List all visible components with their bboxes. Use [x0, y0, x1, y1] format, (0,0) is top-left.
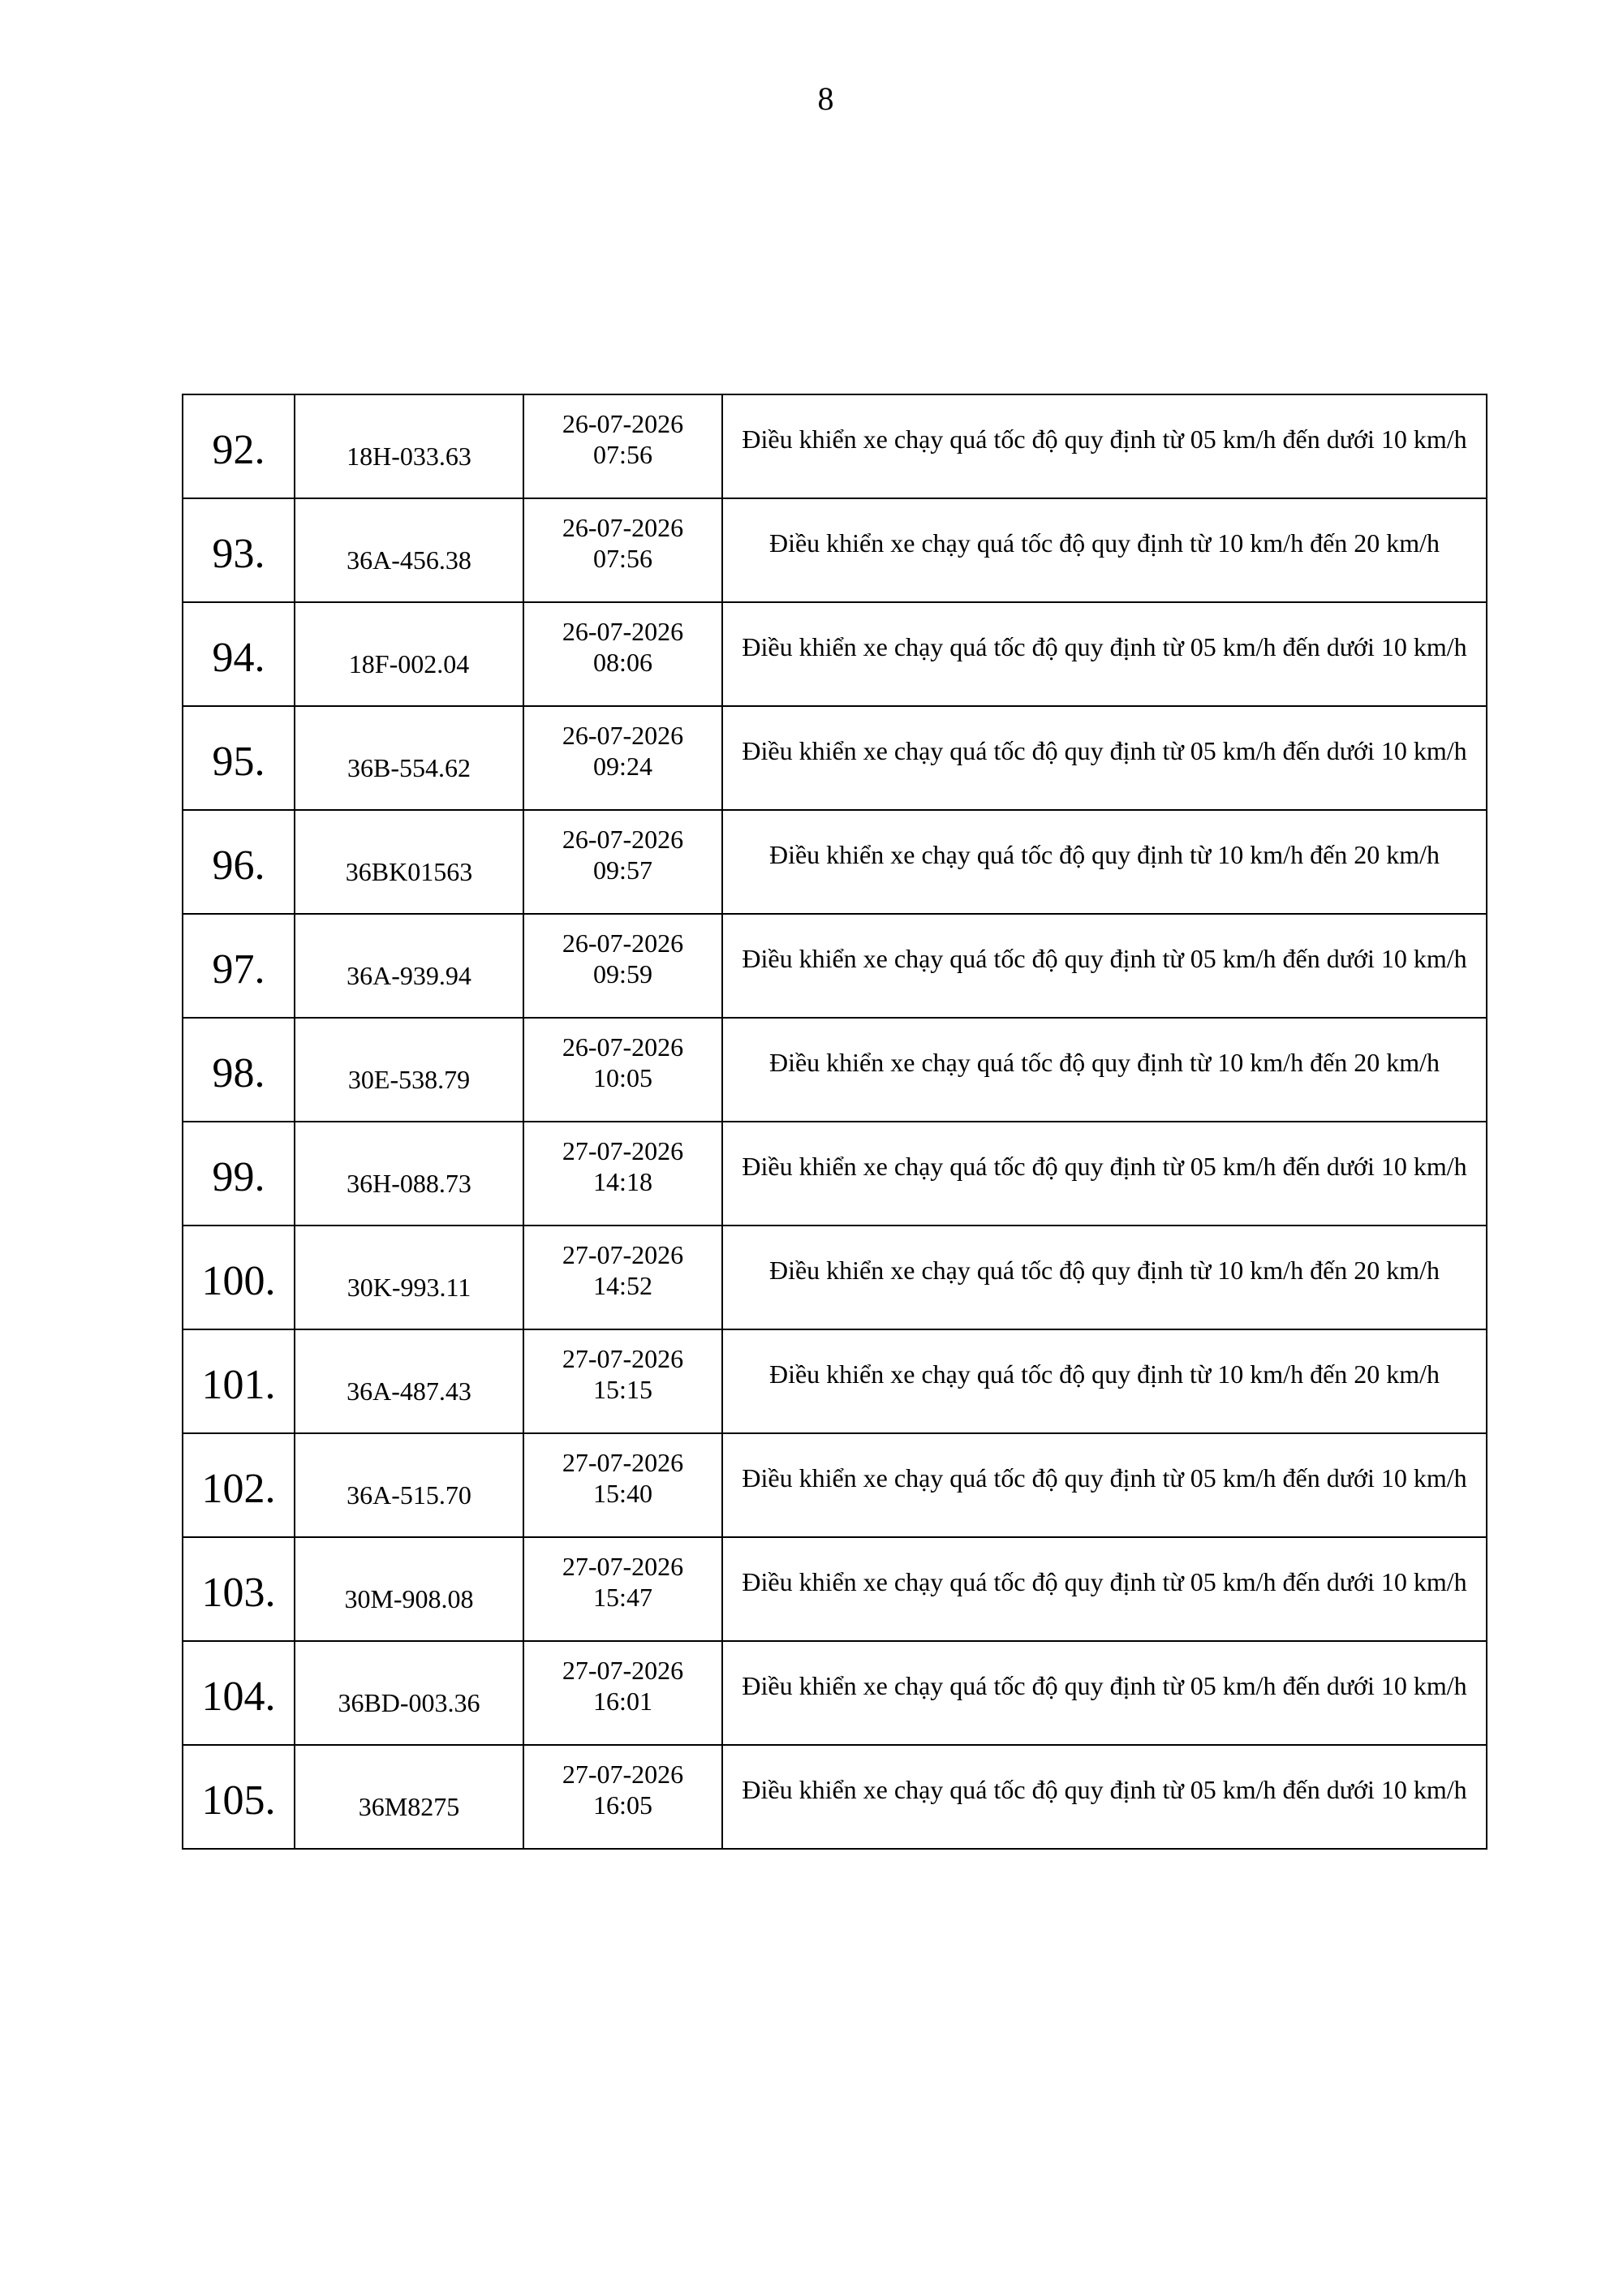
violation-time: 09:24: [593, 752, 652, 781]
violation-description-cell: [722, 706, 1487, 810]
violation-datetime-wrap: [562, 824, 683, 900]
row-index: 103.: [201, 1569, 276, 1616]
violation-date: 27-07-2026: [562, 1760, 684, 1789]
violation-time: 09:59: [593, 959, 652, 989]
violation-description-cell: [722, 394, 1487, 498]
table-row: [183, 706, 1487, 810]
violations-table-body: [183, 394, 1487, 1849]
violation-datetime-cell: [523, 1226, 722, 1329]
violation-description-cell: [722, 602, 1487, 706]
violation-date: 26-07-2026: [562, 1032, 684, 1062]
table-row: [183, 1641, 1487, 1745]
violation-datetime-cell: [523, 602, 722, 706]
violation-description-cell: [722, 498, 1487, 602]
row-index-cell: [183, 1226, 295, 1329]
row-index-cell: [183, 1018, 295, 1122]
row-index-wrap: [183, 627, 294, 682]
violation-description-wrap: [725, 735, 1483, 781]
violation-date: 27-07-2026: [562, 1136, 684, 1165]
violation-description-wrap: [725, 1670, 1483, 1716]
row-index-cell: [183, 1537, 295, 1641]
row-index: 99.: [212, 1153, 265, 1200]
violation-description-wrap: [725, 1774, 1483, 1820]
row-index-cell: [183, 394, 295, 498]
violation-description: Điều khiển xe chạy quá tốc độ quy định từ 05 km/h đến dưới 10 km/h: [742, 1152, 1467, 1181]
violation-description-wrap: [753, 1047, 1456, 1092]
violation-datetime-cell: [523, 914, 722, 1018]
license-plate-wrap: [348, 1045, 470, 1095]
table-row: [183, 498, 1487, 602]
license-plate-cell: [295, 1122, 523, 1226]
row-index-cell: [183, 602, 295, 706]
license-plate: 36BD-003.36: [338, 1687, 480, 1717]
violation-description-cell: [722, 1018, 1487, 1122]
license-plate-wrap: [347, 941, 471, 991]
violation-description-cell: [722, 1641, 1487, 1745]
violation-description-cell: [722, 1745, 1487, 1849]
violation-datetime-cell: [523, 810, 722, 914]
violation-time: 15:40: [593, 1479, 652, 1508]
row-index-wrap: [183, 1355, 294, 1409]
violation-time: 07:56: [593, 544, 652, 573]
license-plate: 36A-939.94: [347, 960, 471, 990]
violation-description: Điều khiển xe chạy quá tốc độ quy định từ 10 km/h đến 20 km/h: [768, 1048, 1440, 1077]
violation-description: Điều khiển xe chạy quá tốc độ quy định từ 05 km/h đến dưới 10 km/h: [742, 632, 1467, 661]
violation-description: Điều khiển xe chạy quá tốc độ quy định từ 05 km/h đến dưới 10 km/h: [742, 1463, 1467, 1493]
violation-time: 15:47: [593, 1583, 652, 1612]
license-plate-cell: [295, 1329, 523, 1433]
violation-datetime-cell: [523, 1537, 722, 1641]
row-index: 98.: [212, 1049, 265, 1096]
row-index-wrap: [183, 1458, 294, 1513]
violation-datetime-wrap: [562, 1551, 683, 1627]
violation-date: 27-07-2026: [562, 1240, 684, 1269]
row-index: 96.: [212, 842, 265, 889]
license-plate-wrap: [346, 838, 472, 887]
violation-description-wrap: [753, 839, 1456, 885]
violation-datetime-cell: [523, 1018, 722, 1122]
violation-description-wrap: [725, 631, 1483, 677]
violation-description-cell: [722, 1329, 1487, 1433]
license-plate: 18H-033.63: [347, 441, 471, 471]
violation-description: Điều khiển xe chạy quá tốc độ quy định từ 05 km/h đến dưới 10 km/h: [742, 1671, 1467, 1700]
row-index: 95.: [212, 738, 265, 785]
license-plate-cell: [295, 914, 523, 1018]
row-index-cell: [183, 1122, 295, 1226]
violation-time: 16:05: [593, 1790, 652, 1820]
violation-datetime-cell: [523, 394, 722, 498]
license-plate-cell: [295, 1641, 523, 1745]
license-plate: 36B-554.62: [347, 752, 471, 782]
table-row: [183, 1226, 1487, 1329]
row-index-wrap: [183, 1251, 294, 1305]
violation-datetime-wrap: [562, 408, 683, 485]
violation-datetime-wrap: [562, 1032, 683, 1108]
violation-time: 07:56: [593, 440, 652, 469]
row-index-wrap: [183, 1562, 294, 1617]
license-plate: 30M-908.08: [344, 1583, 474, 1613]
table-row: [183, 1745, 1487, 1849]
row-index-wrap: [183, 731, 294, 786]
row-index: 97.: [212, 946, 265, 993]
license-plate-wrap: [338, 1669, 480, 1718]
license-plate-wrap: [347, 1357, 471, 1406]
violation-datetime-cell: [523, 498, 722, 602]
row-index-cell: [183, 498, 295, 602]
license-plate-cell: [295, 810, 523, 914]
license-plate-wrap: [349, 630, 469, 679]
license-plate-cell: [295, 1745, 523, 1849]
violation-description-wrap: [725, 1151, 1483, 1196]
row-index-wrap: [183, 939, 294, 993]
violation-description: Điều khiển xe chạy quá tốc độ quy định từ 05 km/h đến dưới 10 km/h: [742, 1567, 1467, 1596]
violation-description-wrap: [753, 1359, 1456, 1404]
violation-time: 15:15: [593, 1375, 652, 1404]
row-index: 94.: [212, 634, 265, 681]
license-plate: 30E-538.79: [347, 1064, 471, 1094]
table-row: [183, 810, 1487, 914]
violation-time: 10:05: [593, 1063, 652, 1092]
license-plate-wrap: [347, 734, 471, 783]
violation-datetime-cell: [523, 1745, 722, 1849]
violation-description-wrap: [753, 528, 1456, 573]
row-index: 92.: [212, 426, 265, 473]
violation-datetime-wrap: [562, 1239, 683, 1316]
row-index-cell: [183, 706, 295, 810]
license-plate: 36A-515.70: [347, 1480, 471, 1510]
violation-description: Điều khiển xe chạy quá tốc độ quy định từ 10 km/h đến 20 km/h: [768, 1359, 1440, 1389]
violation-datetime-cell: [523, 706, 722, 810]
violation-date: 27-07-2026: [562, 1448, 684, 1477]
table-row: [183, 602, 1487, 706]
violation-description-cell: [722, 1226, 1487, 1329]
license-plate-cell: [295, 498, 523, 602]
violation-description: Điều khiển xe chạy quá tốc độ quy định từ 05 km/h đến dưới 10 km/h: [742, 424, 1467, 454]
license-plate-wrap: [347, 1149, 471, 1199]
violation-date: 26-07-2026: [562, 409, 684, 438]
violation-time: 08:06: [593, 648, 652, 677]
violation-description-cell: [722, 1433, 1487, 1537]
license-plate: 30K-993.11: [347, 1272, 471, 1302]
table-row: [183, 394, 1487, 498]
license-plate: 18F-002.04: [348, 648, 470, 678]
license-plate-cell: [295, 1018, 523, 1122]
row-index-cell: [183, 810, 295, 914]
violation-datetime-wrap: [562, 1655, 683, 1731]
violation-description: Điều khiển xe chạy quá tốc độ quy định từ 10 km/h đến 20 km/h: [768, 528, 1440, 558]
row-index: 105.: [201, 1777, 276, 1824]
violation-description-cell: [722, 1122, 1487, 1226]
license-plate-cell: [295, 602, 523, 706]
violation-time: 09:57: [593, 855, 652, 885]
violation-datetime-wrap: [562, 512, 683, 588]
violation-description-cell: [722, 810, 1487, 914]
license-plate-cell: [295, 706, 523, 810]
row-index: 93.: [212, 530, 265, 577]
violation-datetime-wrap: [562, 1135, 683, 1212]
row-index-wrap: [183, 1147, 294, 1201]
violation-description: Điều khiển xe chạy quá tốc độ quy định từ 05 km/h đến dưới 10 km/h: [742, 736, 1467, 765]
row-index-wrap: [183, 835, 294, 890]
table-row: [183, 1018, 1487, 1122]
violation-description-cell: [722, 1537, 1487, 1641]
license-plate: 36A-487.43: [347, 1376, 471, 1406]
row-index-cell: [183, 914, 295, 1018]
violation-description: Điều khiển xe chạy quá tốc độ quy định từ 10 km/h đến 20 km/h: [768, 1256, 1440, 1285]
violation-datetime-cell: [523, 1433, 722, 1537]
license-plate-cell: [295, 394, 523, 498]
violation-description-wrap: [725, 943, 1483, 989]
violation-date: 26-07-2026: [562, 721, 684, 750]
violation-date: 27-07-2026: [562, 1552, 684, 1581]
license-plate: 36A-456.38: [347, 545, 471, 575]
row-index: 101.: [201, 1361, 276, 1408]
table-row: [183, 914, 1487, 1018]
row-index: 100.: [201, 1257, 276, 1304]
violation-description: Điều khiển xe chạy quá tốc độ quy định từ 05 km/h đến dưới 10 km/h: [742, 944, 1467, 973]
row-index-cell: [183, 1745, 295, 1849]
license-plate-wrap: [359, 1773, 459, 1822]
row-index-wrap: [183, 1770, 294, 1824]
row-index-wrap: [183, 1043, 294, 1097]
license-plate-wrap: [344, 1565, 473, 1614]
violation-date: 27-07-2026: [562, 1344, 684, 1373]
row-index: 102.: [201, 1465, 276, 1512]
license-plate-wrap: [347, 1253, 471, 1303]
violation-date: 26-07-2026: [562, 513, 684, 542]
table-row: [183, 1537, 1487, 1641]
violation-datetime-wrap: [562, 720, 683, 796]
violation-description-wrap: [725, 1566, 1483, 1612]
violation-datetime-wrap: [562, 928, 683, 1004]
violation-date: 26-07-2026: [562, 928, 684, 958]
row-index-wrap: [183, 1666, 294, 1721]
table-row: [183, 1329, 1487, 1433]
license-plate: 36M8275: [358, 1791, 460, 1821]
license-plate-wrap: [347, 422, 471, 472]
violation-time: 16:01: [593, 1686, 652, 1716]
license-plate-wrap: [347, 526, 471, 575]
violation-date: 26-07-2026: [562, 617, 684, 646]
violation-time: 14:52: [593, 1271, 652, 1300]
violation-description-cell: [722, 914, 1487, 1018]
violation-description: Điều khiển xe chạy quá tốc độ quy định từ 05 km/h đến dưới 10 km/h: [742, 1775, 1467, 1804]
violation-description-wrap: [725, 1462, 1483, 1508]
page-number: 8: [817, 80, 834, 117]
license-plate-cell: [295, 1433, 523, 1537]
violation-datetime-cell: [523, 1329, 722, 1433]
violation-datetime-wrap: [562, 616, 683, 692]
violation-description-wrap: [753, 1255, 1456, 1300]
violation-datetime-wrap: [562, 1759, 683, 1835]
row-index-cell: [183, 1329, 295, 1433]
row-index-wrap: [183, 523, 294, 578]
row-index-cell: [183, 1641, 295, 1745]
violation-datetime-cell: [523, 1641, 722, 1745]
license-plate-cell: [295, 1226, 523, 1329]
violations-table: [182, 394, 1487, 1850]
violation-datetime-cell: [523, 1122, 722, 1226]
row-index-cell: [183, 1433, 295, 1537]
violation-description-wrap: [725, 424, 1483, 469]
table-row: [183, 1433, 1487, 1537]
license-plate: 36BK01563: [345, 856, 473, 886]
violation-time: 14:18: [593, 1167, 652, 1196]
license-plate-cell: [295, 1537, 523, 1641]
license-plate: 36H-088.73: [347, 1168, 471, 1198]
row-index: 104.: [201, 1673, 276, 1720]
violation-datetime-wrap: [562, 1447, 683, 1523]
violation-date: 27-07-2026: [562, 1656, 684, 1685]
violation-description: Điều khiển xe chạy quá tốc độ quy định từ 10 km/h đến 20 km/h: [768, 840, 1440, 869]
row-index-wrap: [183, 420, 294, 474]
license-plate-wrap: [347, 1461, 471, 1510]
table-row: [183, 1122, 1487, 1226]
violation-datetime-wrap: [562, 1343, 683, 1419]
violation-date: 26-07-2026: [562, 825, 684, 854]
